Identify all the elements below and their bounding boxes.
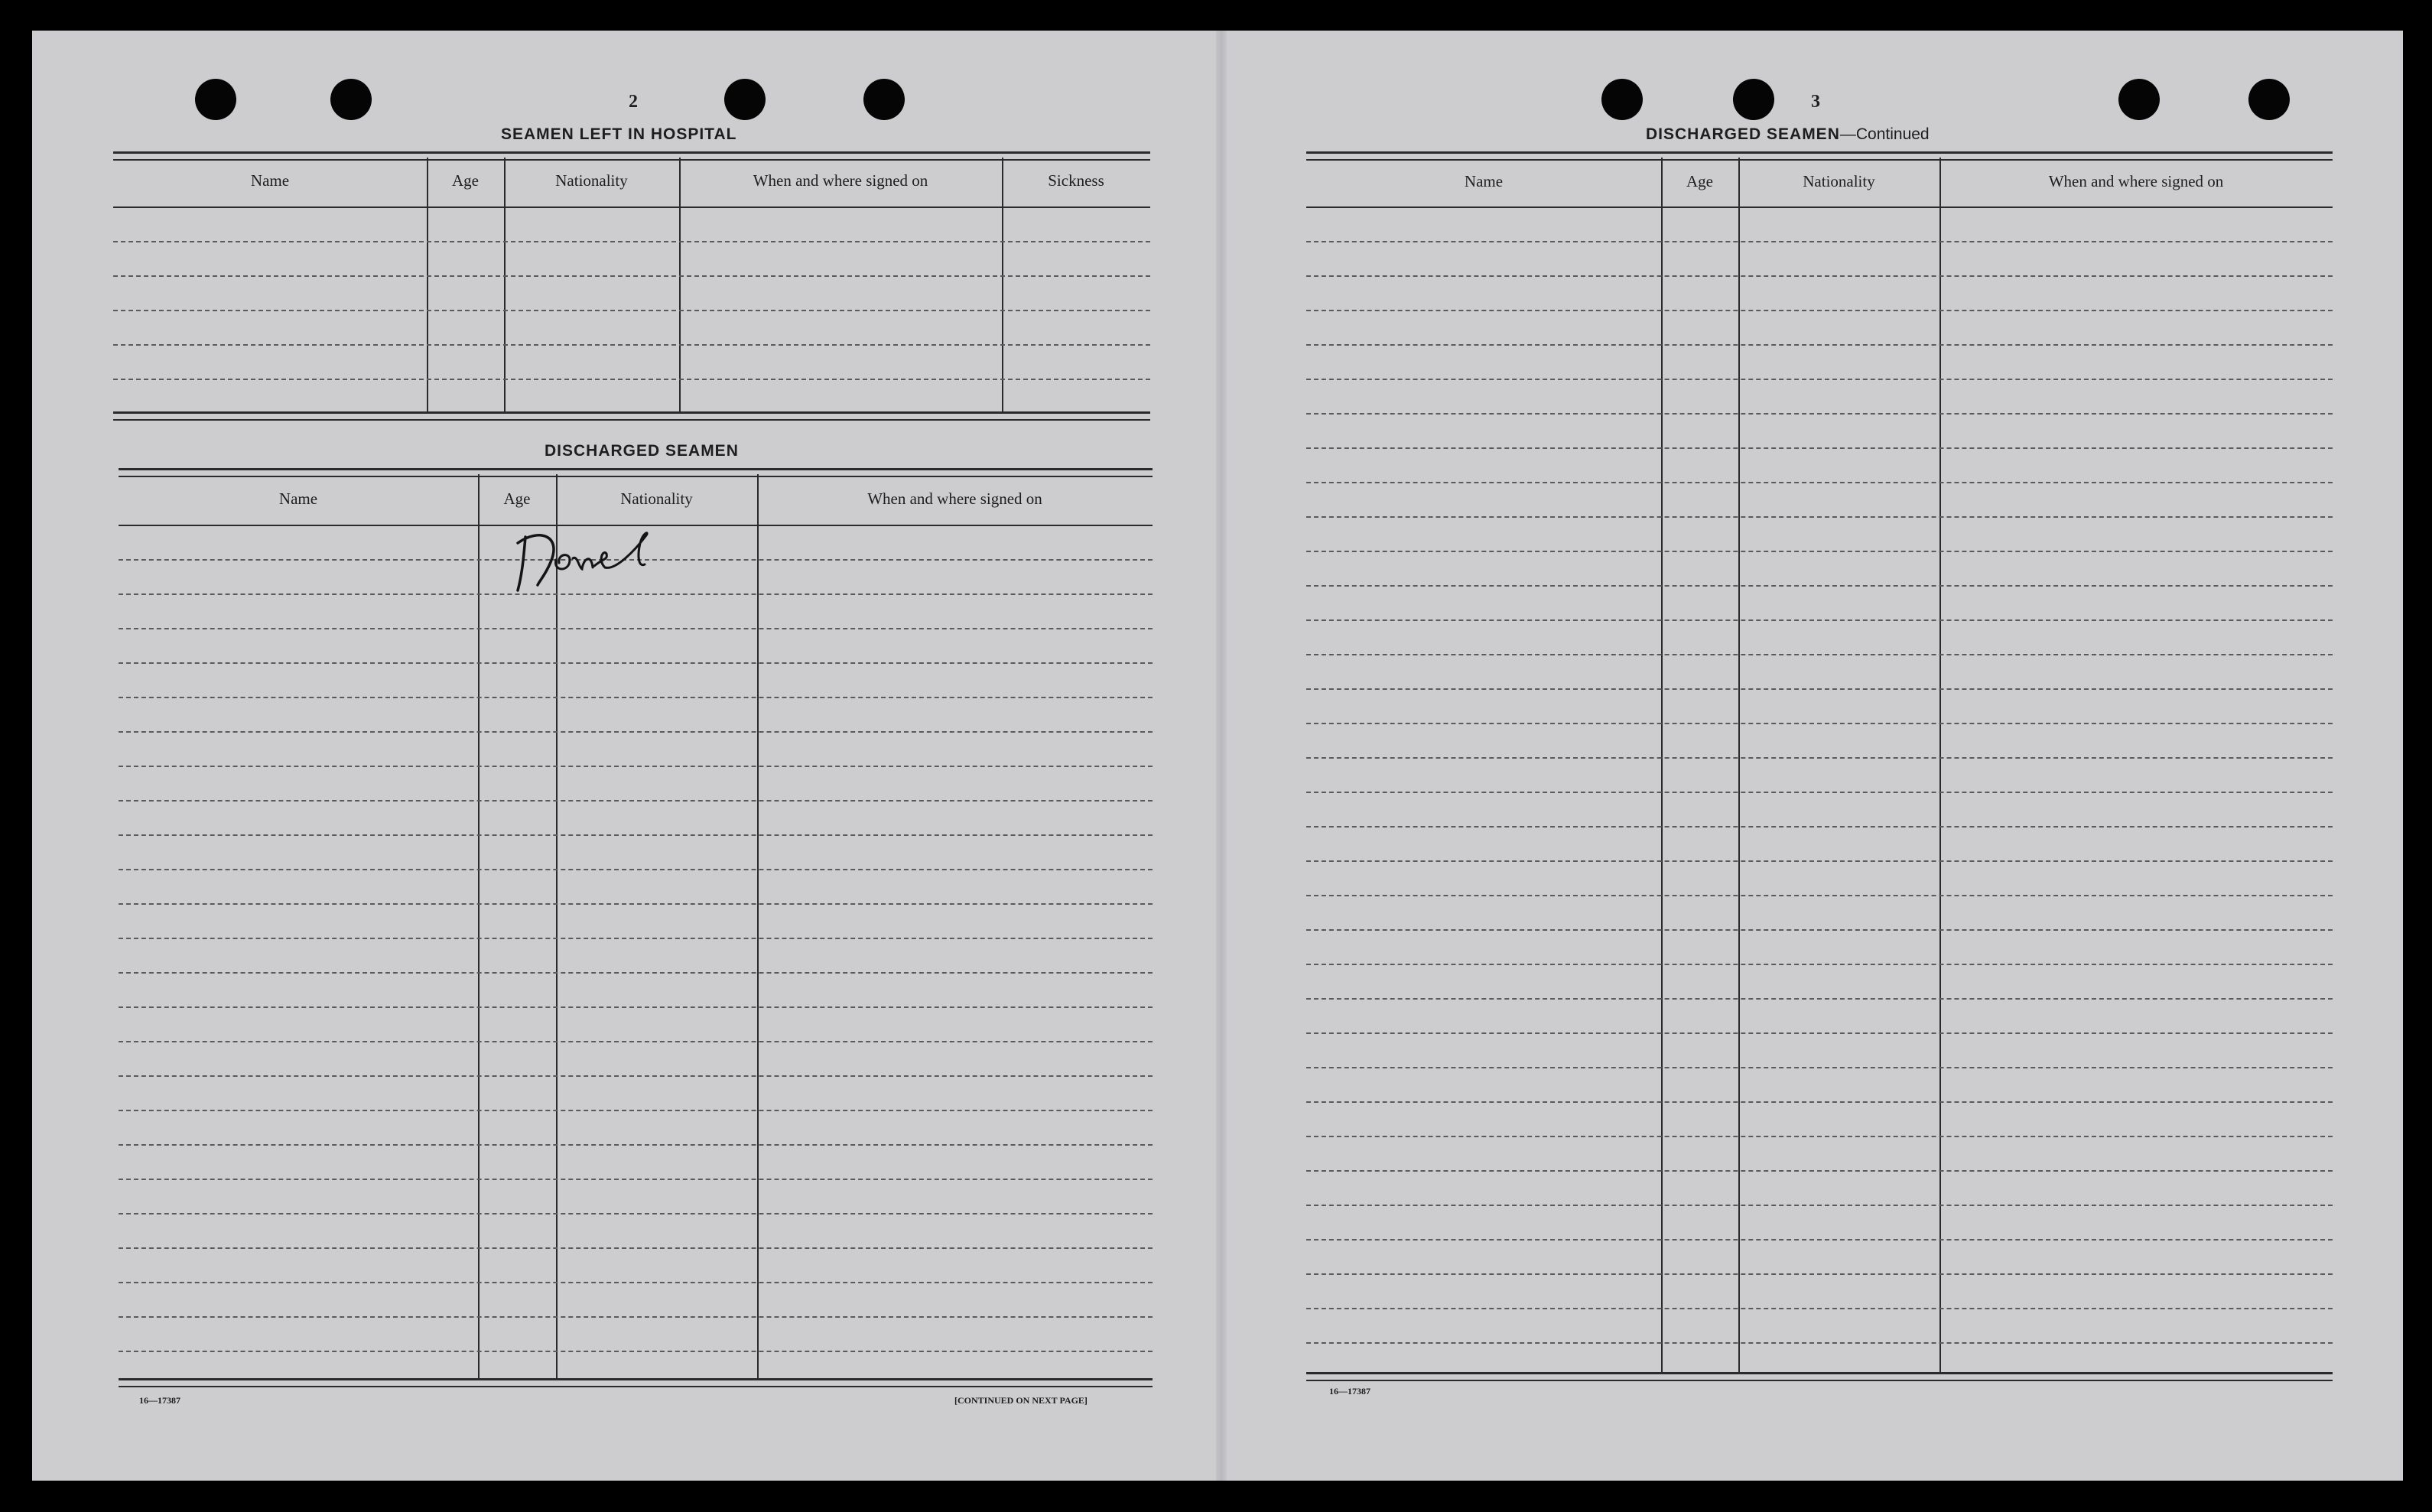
col-header-signed-on: When and where signed on: [867, 489, 1042, 508]
table-row: [1306, 275, 2333, 277]
table-row: [119, 628, 1153, 629]
table-row: [1306, 1067, 2333, 1068]
table-row: [1306, 1239, 2333, 1240]
table-row: [119, 1213, 1153, 1214]
table-row: [1306, 723, 2333, 724]
discharged-table-left: [119, 468, 1153, 1387]
hospital-section-title: SEAMEN LEFT IN HOSPITAL: [501, 125, 737, 143]
punch-hole: [2118, 79, 2160, 120]
table-row: [119, 938, 1153, 939]
handwritten-none: [509, 520, 700, 604]
table-row: [1306, 619, 2333, 621]
table-row: [119, 1041, 1153, 1042]
table-row: [1306, 516, 2333, 518]
table-row: [1306, 241, 2333, 242]
col-header-signed-on: When and where signed on: [753, 171, 928, 190]
table-row: [119, 972, 1153, 974]
form-number-right: 16—17387: [1329, 1386, 1370, 1397]
table-row: [113, 379, 1150, 380]
table-row: [1306, 413, 2333, 415]
table-row: [119, 1282, 1153, 1283]
punch-hole: [1601, 79, 1643, 120]
page-fold: [1216, 31, 1227, 1481]
table-row: [119, 1179, 1153, 1180]
table-row: [119, 662, 1153, 664]
discharged-table-right: [1306, 151, 2333, 1381]
table-row: [1306, 1032, 2333, 1034]
punch-hole: [1733, 79, 1774, 120]
page-number-left: 2: [629, 92, 638, 112]
table-row: [1306, 344, 2333, 346]
table-row: [1306, 1101, 2333, 1103]
title-continued: —Continued: [1839, 125, 1930, 143]
table-row: [119, 1006, 1153, 1008]
table-row: [1306, 792, 2333, 793]
hospital-table: [113, 151, 1150, 421]
table-row: [1306, 310, 2333, 311]
punch-hole: [863, 79, 905, 120]
table-row: [1306, 1273, 2333, 1275]
table-row: [113, 344, 1150, 346]
table-row: [1306, 1136, 2333, 1137]
table-row: [1306, 585, 2333, 587]
punch-hole: [330, 79, 372, 120]
table-row: [1306, 964, 2333, 965]
punch-hole: [195, 79, 236, 120]
punch-hole: [2248, 79, 2290, 120]
col-header-name: Name: [1464, 172, 1504, 190]
table-row: [119, 869, 1153, 870]
table-row: [1306, 1308, 2333, 1309]
table-row: [1306, 654, 2333, 655]
page-number-right: 3: [1811, 92, 1820, 112]
table-row: [119, 1075, 1153, 1077]
table-row: [1306, 757, 2333, 759]
table-row: [119, 766, 1153, 767]
table-row: [1306, 1342, 2333, 1344]
col-header-signed-on: When and where signed on: [2048, 172, 2224, 190]
table-row: [119, 1247, 1153, 1249]
col-header-age: Age: [1686, 172, 1713, 190]
table-row: [119, 834, 1153, 836]
table-row: [1306, 482, 2333, 483]
table-row: [119, 903, 1153, 905]
punch-hole: [724, 79, 766, 120]
table-row: [1306, 826, 2333, 828]
continued-note: [CONTINUED ON NEXT PAGE]: [954, 1395, 1088, 1406]
discharged-continued-title: [1646, 125, 1930, 144]
table-row: [1306, 860, 2333, 862]
col-header-name: Name: [278, 489, 318, 508]
col-header-age: Age: [452, 171, 479, 190]
col-header-age: Age: [503, 489, 531, 508]
table-row: [1306, 1205, 2333, 1206]
col-header-nationality: Nationality: [1803, 172, 1875, 190]
table-row: [119, 697, 1153, 698]
table-row: [119, 1110, 1153, 1111]
table-row: [119, 800, 1153, 802]
discharged-section-title: DISCHARGED SEAMEN: [545, 442, 739, 460]
table-row: [1306, 895, 2333, 896]
table-row: [119, 731, 1153, 733]
table-row: [1306, 1170, 2333, 1172]
table-row: [119, 1144, 1153, 1146]
form-number-left: 16—17387: [139, 1395, 180, 1406]
table-row: [1306, 551, 2333, 552]
table-row: [113, 310, 1150, 311]
table-row: [119, 1316, 1153, 1318]
col-header-nationality: Nationality: [620, 489, 693, 508]
table-row: [1306, 929, 2333, 931]
table-row: [1306, 998, 2333, 1000]
title-main: DISCHARGED SEAMEN: [1646, 125, 1840, 143]
table-row: [113, 275, 1150, 277]
table-row: [1306, 688, 2333, 690]
col-header-name: Name: [250, 171, 290, 190]
col-header-sickness: Sickness: [1048, 171, 1104, 190]
table-row: [1306, 447, 2333, 449]
col-header-nationality: Nationality: [555, 171, 628, 190]
table-row: [113, 241, 1150, 242]
table-row: [119, 1351, 1153, 1352]
table-row: [1306, 379, 2333, 380]
